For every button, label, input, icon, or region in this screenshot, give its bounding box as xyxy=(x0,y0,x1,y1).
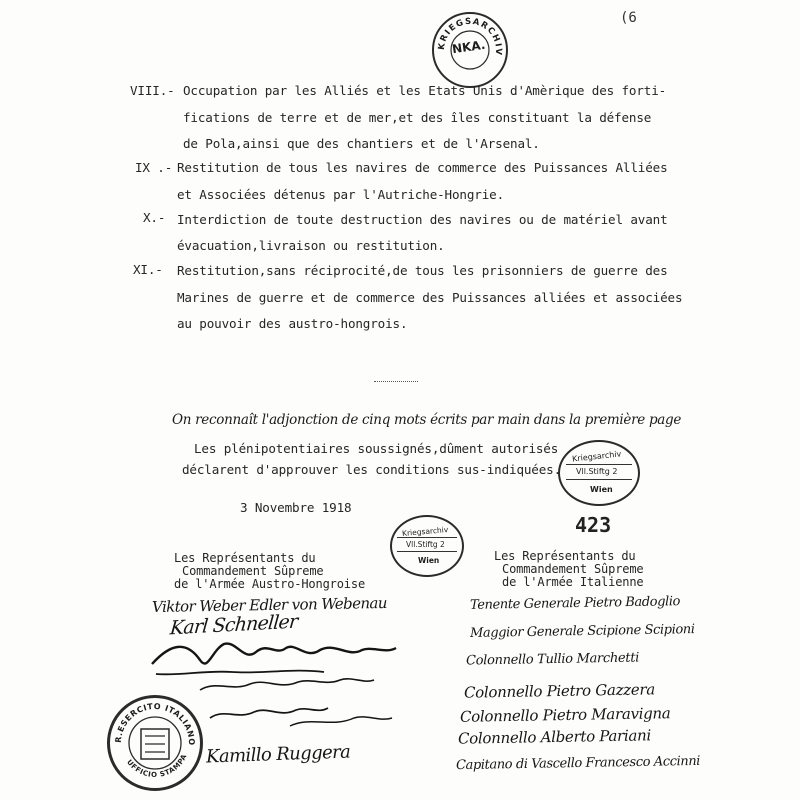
left-heading-line: Les Représentants du xyxy=(174,551,316,565)
article-numeral: X.- xyxy=(143,210,166,225)
stamp-top-text: Kriegsarchiv xyxy=(571,449,622,464)
seal-bottom-text: UFFICIO STAMPA xyxy=(125,752,189,780)
signature: Colonnello Tullio Marchetti xyxy=(465,650,640,669)
signature: Kamillo Ruggera xyxy=(205,741,351,768)
left-heading-line: de l'Armée Austro-Hongroise xyxy=(174,577,366,591)
archive-stamp-middle xyxy=(390,515,464,577)
kriegsarchiv-stamp xyxy=(432,12,508,88)
page-number: (6 xyxy=(620,10,637,26)
article-line: de Pola,ainsi que des chantiers et de l'Arsenal. xyxy=(183,136,540,151)
document-date: 3 Novembre 1918 xyxy=(240,500,352,515)
seal-ring-text: R.ESERCITO ITALIANO xyxy=(113,701,197,746)
article-line: Marines de guerre et de commerce des Puissances alliées et associées xyxy=(177,290,683,305)
signature: Colonnello Pietro Maravigna xyxy=(459,704,671,726)
stamp-ring-text: KRIEGSARCHIV xyxy=(436,16,504,57)
article-line: Occupation par les Alliés et les Etats Unis d'Amèrique des forti- xyxy=(183,83,667,98)
stamp-mid-text: Vll.Stiftg 2 xyxy=(406,540,445,549)
article-line: et Associées détenus par l'Autriche-Hongrie. xyxy=(177,187,505,202)
stamp-bottom-text: Wien xyxy=(418,556,440,565)
separator-rule xyxy=(374,381,418,382)
article-line: fications de terre et de mer,et des îles constituant la défense xyxy=(183,110,652,125)
stamp-center-text: NKA. xyxy=(451,37,487,57)
signature: Viktor Weber Edler von Webenau xyxy=(151,593,387,617)
archive-stamp-right xyxy=(558,440,640,506)
right-heading-line: Commandement Sûpreme xyxy=(502,562,644,576)
article-numeral: XI.- xyxy=(133,262,163,277)
handwritten-note: On reconnaît l'adjonction de cinq mots écrits par main dans la première page xyxy=(172,412,682,428)
archive-number: 423 xyxy=(575,513,612,537)
right-heading-line: Les Représentants du xyxy=(494,549,636,563)
esercito-italiano-seal xyxy=(107,695,203,791)
left-heading-line: Commandement Sûpreme xyxy=(182,564,324,578)
article-numeral: VIII.- xyxy=(130,83,175,98)
declaration-line: déclarent d'approuver les conditions sus-indiquées. xyxy=(182,462,562,477)
signature: Colonnello Pietro Gazzera xyxy=(463,680,656,702)
article-numeral: IX .- xyxy=(135,160,173,175)
signature: Karl Schneller xyxy=(169,610,299,640)
svg-text:R.ESERCITO ITALIANO xyxy=(114,702,196,746)
svg-text:UFFICIO STAMPA xyxy=(125,753,189,779)
stamp-mid-text: Vll.Stiftg 2 xyxy=(576,467,618,476)
article-line: évacuation,livraison ou restitution. xyxy=(177,238,445,253)
right-heading-line: de l'Armée Italienne xyxy=(502,575,644,589)
article-line: au pouvoir des austro-hongrois. xyxy=(177,316,408,331)
article-line: Restitution de tous les navires de commerce des Puissances Alliées xyxy=(177,160,668,175)
stamp-top-text: Kriegsarchiv xyxy=(401,524,449,539)
signature: Maggior Generale Scipione Scipioni xyxy=(469,622,695,641)
signature: Colonnello Alberto Pariani xyxy=(457,726,652,748)
signature: Capitano di Vascello Francesco Accinni xyxy=(455,753,701,774)
stamp-bottom-text: Wien xyxy=(590,485,613,494)
declaration-line: Les plénipotentiaires soussignés,dûment autorisés xyxy=(194,441,559,456)
article-line: Restitution,sans réciprocité,de tous les prisonniers de guerre des xyxy=(177,263,668,278)
article-line: Interdiction de toute destruction des navires ou de matériel avant xyxy=(177,212,668,227)
signature: Tenente Generale Pietro Badoglio xyxy=(469,594,681,613)
